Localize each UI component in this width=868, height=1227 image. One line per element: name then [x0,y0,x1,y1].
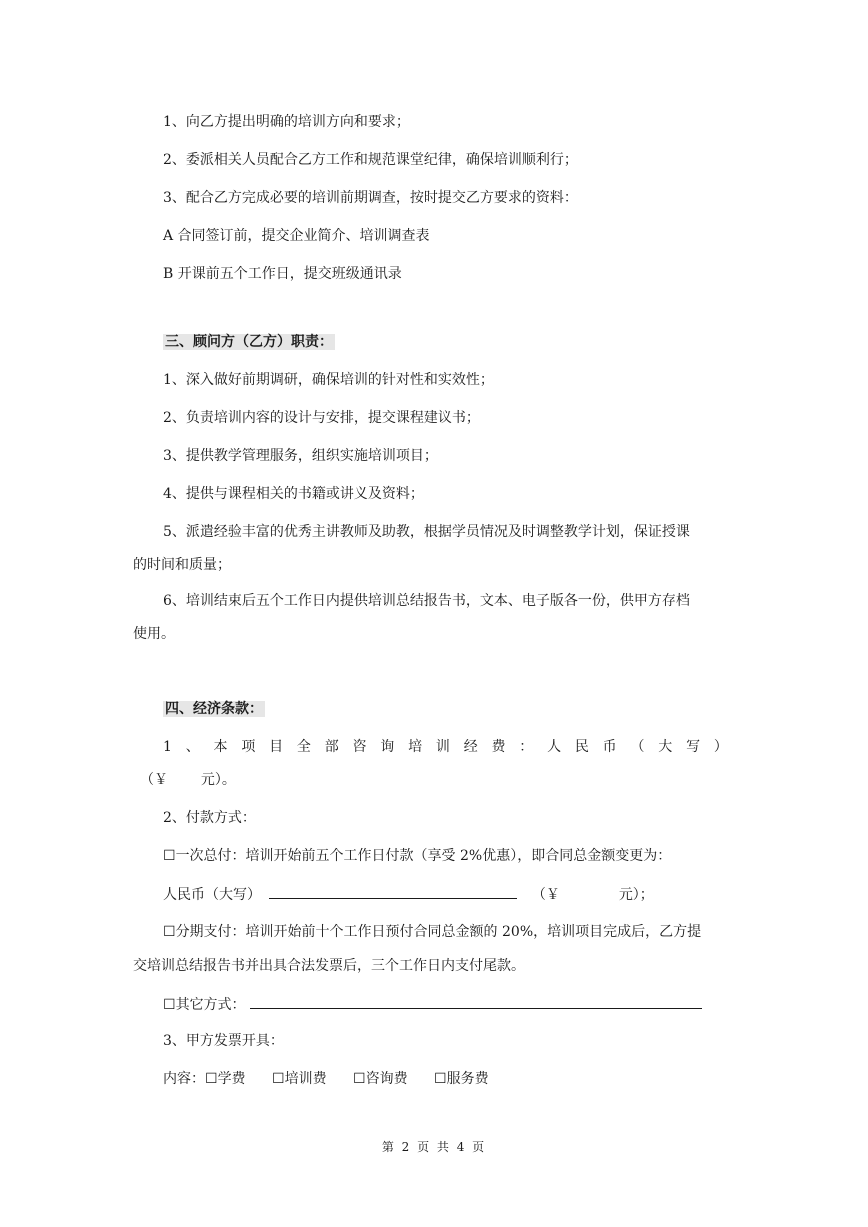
checkbox-icon[interactable]: ☐ [163,848,176,864]
client-duty-2: 2、委派相关人员配合乙方工作和规范课堂纪律，确保培训顺利行； [163,152,578,168]
fee-token: ： [519,739,534,755]
yen-close: 元）； [618,887,654,903]
fee-token: 全 [296,739,311,755]
invoice-option-consulting: 咨询费 [365,1071,408,1087]
rmb-amount-line [163,884,654,905]
client-duty-1: 1、向乙方提出明确的培训方向和要求； [163,114,410,130]
fee-token: 1 [163,739,172,755]
fee-token: 部 [324,739,339,755]
fee-token: 培 [408,739,423,755]
fee-token: 询 [380,739,395,755]
section-4-heading [163,699,265,719]
invoice-option-tuition: 学费 [217,1071,246,1087]
fee-token: 训 [435,739,450,755]
fee-token: ） [713,739,728,755]
other-method-blank[interactable] [250,994,702,1009]
fee-token: 民 [574,739,589,755]
fee-currency-open: （￥ [140,772,168,788]
invoice-title: 3、甲方发票开具： [163,1033,284,1049]
fee-token: 币 [602,739,617,755]
invoice-option-service: 服务费 [446,1071,489,1087]
fee-token: 、 [185,739,200,755]
fee-token: （ [630,739,645,755]
consultant-duty-6-line2: 使用。 [133,626,175,642]
payment-option-installment-line2: 交培训总结报告书并出具合法发票后，三个工作日内支付尾款。 [133,958,525,974]
section-3-heading [163,332,335,352]
page-footer: 第 2 页 共 4 页 [381,1140,487,1154]
consultant-duty-2: 2、负责培训内容的设计与安排，提交课程建议书； [163,410,480,426]
payment-option-other[interactable] [163,994,702,1015]
payment-option-installment[interactable] [163,922,701,942]
payment-option-lump-sum-text: 一次总付：培训开始前五个工作日付款（享受 2%优惠），即合同总金额变更为： [175,848,672,864]
checkbox-icon[interactable]: ☐ [434,1071,447,1087]
payment-option-other-text: 其它方式： [175,997,246,1013]
invoice-content-line [163,1069,489,1089]
rmb-label: 人民币（大写） [163,887,261,903]
checkbox-icon[interactable]: ☐ [163,997,176,1013]
fee-token: 项 [241,739,256,755]
fee-token: 目 [269,739,284,755]
fee-token: 写 [686,739,701,755]
consultant-duty-3: 3、提供教学管理服务，组织实施培训项目； [163,448,438,464]
fee-token: 经 [463,739,478,755]
checkbox-icon[interactable]: ☐ [163,924,176,940]
consultant-duty-6-line1: 6、培训结束后五个工作日内提供培训总结报告书，文本、电子版各一份，供甲方存档 [163,593,690,609]
invoice-option-training: 培训费 [284,1071,327,1087]
invoice-label: 内容： [163,1071,205,1087]
consultant-duty-5-line1: 5、派遣经验丰富的优秀主讲教师及助教，根据学员情况及时调整教学计划，保证授课 [163,524,690,540]
checkbox-icon[interactable]: ☐ [353,1071,366,1087]
payment-method-title: 2、付款方式： [163,810,256,826]
checkbox-icon[interactable]: ☐ [272,1071,285,1087]
fee-token: 咨 [352,739,367,755]
client-duty-3: 3、配合乙方完成必要的培训前期调查，按时提交乙方要求的资料： [163,190,578,206]
fee-amount-line [140,770,236,790]
fee-line [163,737,728,757]
fee-token: 本 [213,739,228,755]
fee-currency-close: 元）。 [200,772,236,788]
consultant-duty-5-line2: 的时间和质量； [133,557,231,573]
section-3-heading-text: 三、顾问方（乙方）职责： [165,334,333,350]
payment-option-lump-sum[interactable] [163,846,671,866]
client-duty-3a: A 合同签订前，提交企业简介、培训调查表 [163,228,430,244]
consultant-duty-4: 4、提供与课程相关的书籍或讲义及资料； [163,486,424,502]
payment-option-installment-text: 分期支付：培训开始前十个工作日预付合同总金额的 20%，培训项目完成后，乙方提 [175,924,702,940]
rmb-amount-blank[interactable] [269,884,517,899]
checkbox-icon[interactable]: ☐ [205,1071,218,1087]
section-4-heading-text: 四、经济条款： [165,701,263,717]
client-duty-3b: B 开课前五个工作日，提交班级通讯录 [163,266,402,282]
fee-token: 人 [547,739,562,755]
fee-token: 费 [491,739,506,755]
fee-token: 大 [658,739,673,755]
yen-open: （￥ [531,887,560,903]
consultant-duty-1: 1、深入做好前期调研，确保培训的针对性和实效性； [163,372,494,388]
